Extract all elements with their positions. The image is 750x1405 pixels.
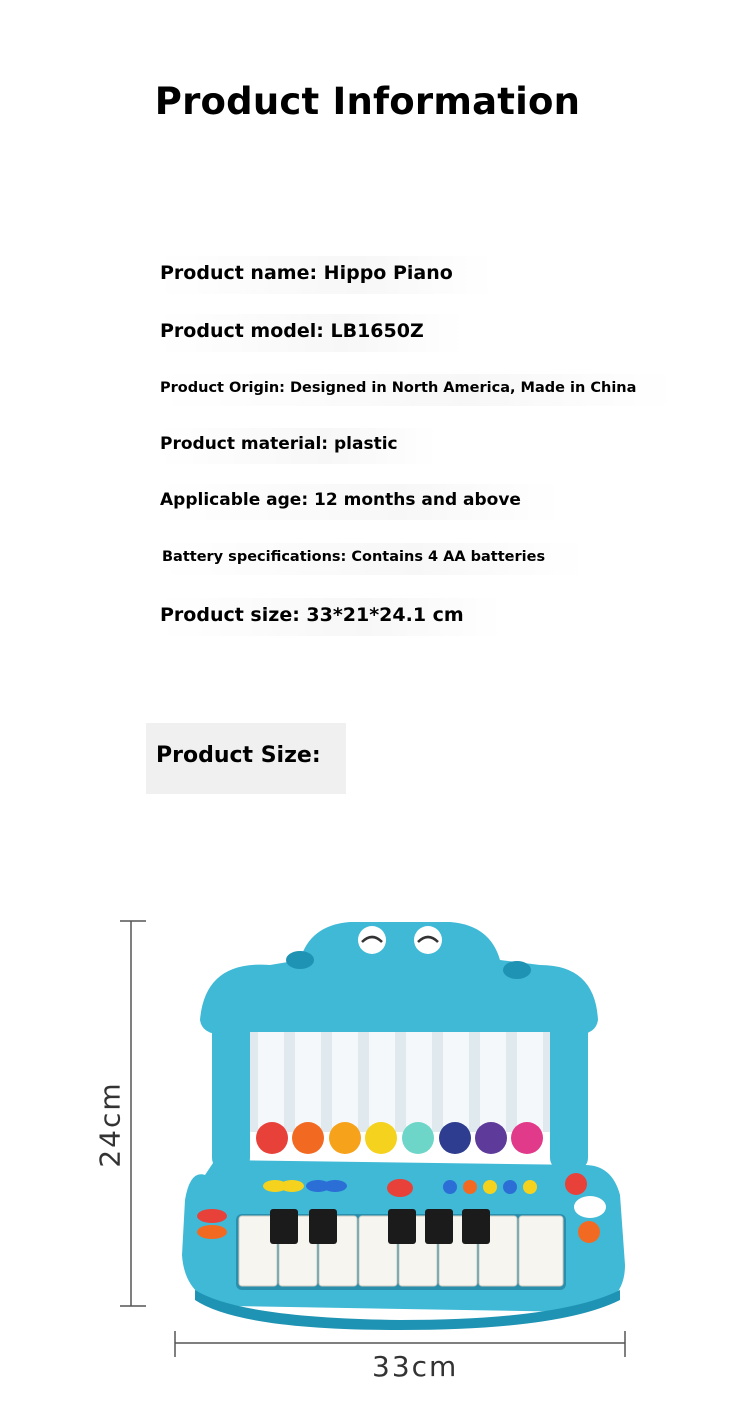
height-dimension-label: 24cm — [93, 1081, 127, 1168]
spec-battery: Battery specifications: Contains 4 AA batteries — [160, 543, 585, 575]
page-title: Product Information — [154, 80, 581, 123]
spec-product-origin: Product Origin: Designed in North America, Made in China — [158, 374, 676, 406]
spec-product-size: Product size: 33*21*24.1 cm — [158, 598, 504, 636]
width-dimension-label: 33cm — [372, 1350, 459, 1383]
product-size-label: Product Size: — [156, 743, 321, 768]
hippo-piano-image — [182, 922, 625, 1330]
spec-product-material: Product material: plastic — [158, 428, 438, 464]
spec-applicable-age: Applicable age: 12 months and above — [158, 484, 561, 520]
spec-product-model: Product model: LB1650Z — [158, 314, 464, 352]
spec-product-name: Product name: Hippo Piano — [158, 256, 493, 294]
